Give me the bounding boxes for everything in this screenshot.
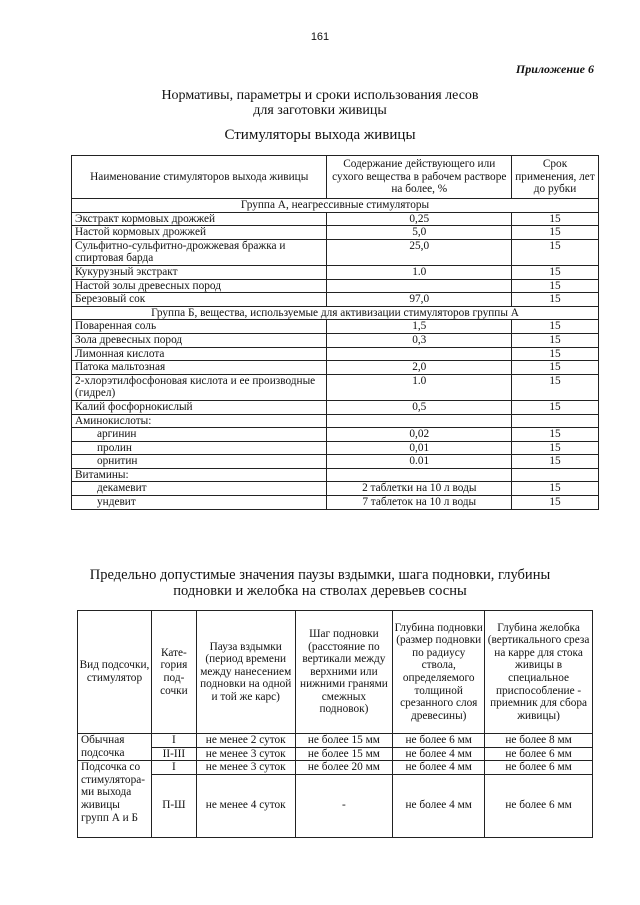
- step-value: не более 15 мм: [295, 747, 393, 761]
- stimulator-name: ундевит: [72, 496, 327, 510]
- table-row: [72, 428, 599, 442]
- header-category: Кате-гория под-сочки: [151, 611, 196, 734]
- term-value: 15: [512, 482, 599, 496]
- stimulator-name: пролин: [72, 441, 327, 455]
- term-value: 15: [512, 455, 599, 469]
- content-value: 1.0: [327, 374, 512, 400]
- table-row: [72, 293, 599, 307]
- term-value: 15: [512, 239, 599, 265]
- pause-value: не менее 3 суток: [196, 747, 295, 761]
- title-line-1: Нормативы, параметры и сроки использования лесов: [161, 88, 479, 103]
- table-row: [78, 774, 593, 837]
- term-value: 15: [512, 441, 599, 455]
- pause-value: не менее 4 суток: [196, 774, 295, 837]
- content-value: 0,02: [327, 428, 512, 442]
- stimulator-name: Поваренная соль: [72, 320, 327, 334]
- depth-value: не более 6 мм: [393, 734, 485, 748]
- table2-title-line-2: подновки и желобка на стволах деревьев сосны: [173, 583, 467, 599]
- term-value: 15: [512, 320, 599, 334]
- term-value: 15: [512, 226, 599, 240]
- group-row: [72, 306, 599, 320]
- tapping-limits-table: [77, 610, 593, 838]
- table-row: [72, 374, 599, 400]
- term-value: 15: [512, 279, 599, 293]
- table-row: [72, 333, 599, 347]
- stimulator-name: орнитин: [72, 455, 327, 469]
- term-value: 15: [512, 400, 599, 414]
- tapping-type: Подсочка со стимулятора-ми выхода живицы групп А и Б: [78, 761, 152, 838]
- group-heading: Группа Б, вещества, используемые для активизации стимуляторов группы А: [72, 306, 599, 320]
- depth-value: не более 4 мм: [393, 747, 485, 761]
- header-groove: Глубина желобка (вертикального среза на карре для стока живицы в специальное приспособление - приемник для сбора живицы): [485, 611, 593, 734]
- term-value: 15: [512, 212, 599, 226]
- content-value: 2,0: [327, 361, 512, 375]
- header-type: Вид подсочки, стимулятор: [78, 611, 152, 734]
- table-row: [72, 496, 599, 510]
- category-value: II-III: [151, 747, 196, 761]
- table1-title: Стимуляторы выхода живицы: [224, 127, 416, 143]
- group-row: [72, 199, 599, 213]
- table2-title-line-1: Предельно допустимые значения паузы вздымки, шага подновки, глубины: [89, 567, 551, 583]
- table-row: [72, 265, 599, 279]
- stimulator-name: Сульфитно-сульфитно-дрожжевая бражка и спиртовая барда: [72, 239, 327, 265]
- header-pause: Пауза вздымки (период времени между нанесением подновки на одной и той же карс): [196, 611, 295, 734]
- header-depth: Глубина подновки (размер подновки по радиусу ствола, определяемого толщиной срезанного слоя древесины): [393, 611, 485, 734]
- depth-value: не более 4 мм: [393, 774, 485, 837]
- stimulator-name: Кукурузный экстракт: [72, 265, 327, 279]
- content-value: 0,3: [327, 333, 512, 347]
- term-value: 15: [512, 428, 599, 442]
- category-label: Витамины:: [72, 468, 327, 482]
- category-value: П-Ш: [151, 774, 196, 837]
- term-value: 15: [512, 265, 599, 279]
- content-value: [327, 347, 512, 361]
- table-row: [72, 414, 599, 428]
- table-row: [72, 441, 599, 455]
- table-row: [72, 279, 599, 293]
- table-row: [72, 361, 599, 375]
- header-step: Шаг подновки (расстояние по вертикали между верхними или нижними гранями смежных подновок): [295, 611, 393, 734]
- empty-cell: [327, 414, 512, 428]
- groove-value: не более 6 мм: [485, 747, 593, 761]
- stimulator-name: декамевит: [72, 482, 327, 496]
- groove-value: не более 6 мм: [485, 774, 593, 837]
- content-value: 97,0: [327, 293, 512, 307]
- table-row: [72, 239, 599, 265]
- document-title: [0, 88, 640, 118]
- step-value: не более 20 мм: [295, 761, 393, 775]
- depth-value: не более 4 мм: [393, 761, 485, 775]
- stimulator-name: Патока мальтозная: [72, 361, 327, 375]
- stimulator-name: Настой кормовых дрожжей: [72, 226, 327, 240]
- table-row: [72, 468, 599, 482]
- table-header-row: [72, 156, 599, 199]
- group-heading: Группа А, неагрессивные стимуляторы: [72, 199, 599, 213]
- term-value: 15: [512, 496, 599, 510]
- table-row: [72, 226, 599, 240]
- term-value: 15: [512, 361, 599, 375]
- content-value: [327, 279, 512, 293]
- stimulator-name: Калий фосфорнокислый: [72, 400, 327, 414]
- stimulator-name: Экстракт кормовых дрожжей: [72, 212, 327, 226]
- content-value: 1.0: [327, 265, 512, 279]
- table-row: [72, 347, 599, 361]
- stimulator-name: Лимонная кислота: [72, 347, 327, 361]
- table-row: [72, 320, 599, 334]
- content-value: 0,01: [327, 441, 512, 455]
- category-value: I: [151, 734, 196, 748]
- term-value: 15: [512, 293, 599, 307]
- header-content: Содержание действующего или сухого вещества в рабочем растворе на более, %: [327, 156, 512, 199]
- term-value: 15: [512, 347, 599, 361]
- pause-value: не менее 2 суток: [196, 734, 295, 748]
- groove-value: не более 6 мм: [485, 761, 593, 775]
- content-value: 7 таблеток на 10 л воды: [327, 496, 512, 510]
- content-value: 1,5: [327, 320, 512, 334]
- table-row: [72, 212, 599, 226]
- empty-cell: [512, 414, 599, 428]
- table-row: [78, 734, 593, 748]
- step-value: не более 15 мм: [295, 734, 393, 748]
- table-row: [78, 747, 593, 761]
- header-term: Срок применения, лет до рубки: [512, 156, 599, 199]
- table-row: [72, 482, 599, 496]
- table-row: [72, 400, 599, 414]
- header-name: Наименование стимуляторов выхода живицы: [72, 156, 327, 199]
- content-value: 5,0: [327, 226, 512, 240]
- empty-cell: [327, 468, 512, 482]
- step-value: -: [295, 774, 393, 837]
- page-number: 161: [310, 31, 330, 43]
- stimulator-name: Зола древесных пород: [72, 333, 327, 347]
- content-value: 0.01: [327, 455, 512, 469]
- stimulator-name: Березовый сок: [72, 293, 327, 307]
- category-value: I: [151, 761, 196, 775]
- category-label: Аминокислоты:: [72, 414, 327, 428]
- content-value: 2 таблетки на 10 л воды: [327, 482, 512, 496]
- table-header-row: [78, 611, 593, 734]
- stimulator-name: аргинин: [72, 428, 327, 442]
- stimulators-table: [71, 155, 599, 510]
- tapping-type: Обычная подсочка: [78, 734, 152, 761]
- term-value: 15: [512, 333, 599, 347]
- content-value: 0,25: [327, 212, 512, 226]
- table-row: [72, 455, 599, 469]
- table2-title: [0, 567, 640, 599]
- content-value: 25,0: [327, 239, 512, 265]
- term-value: 15: [512, 374, 599, 400]
- groove-value: не более 8 мм: [485, 734, 593, 748]
- pause-value: не менее 3 суток: [196, 761, 295, 775]
- stimulator-name: Настой золы древесных пород: [72, 279, 327, 293]
- content-value: 0,5: [327, 400, 512, 414]
- table-row: [78, 761, 593, 775]
- empty-cell: [512, 468, 599, 482]
- stimulator-name: 2-хлорэтилфосфоновая кислота и ее производные (гидрел): [72, 374, 327, 400]
- appendix-label: Приложение 6: [515, 62, 594, 76]
- title-line-2: для заготовки живицы: [253, 103, 387, 118]
